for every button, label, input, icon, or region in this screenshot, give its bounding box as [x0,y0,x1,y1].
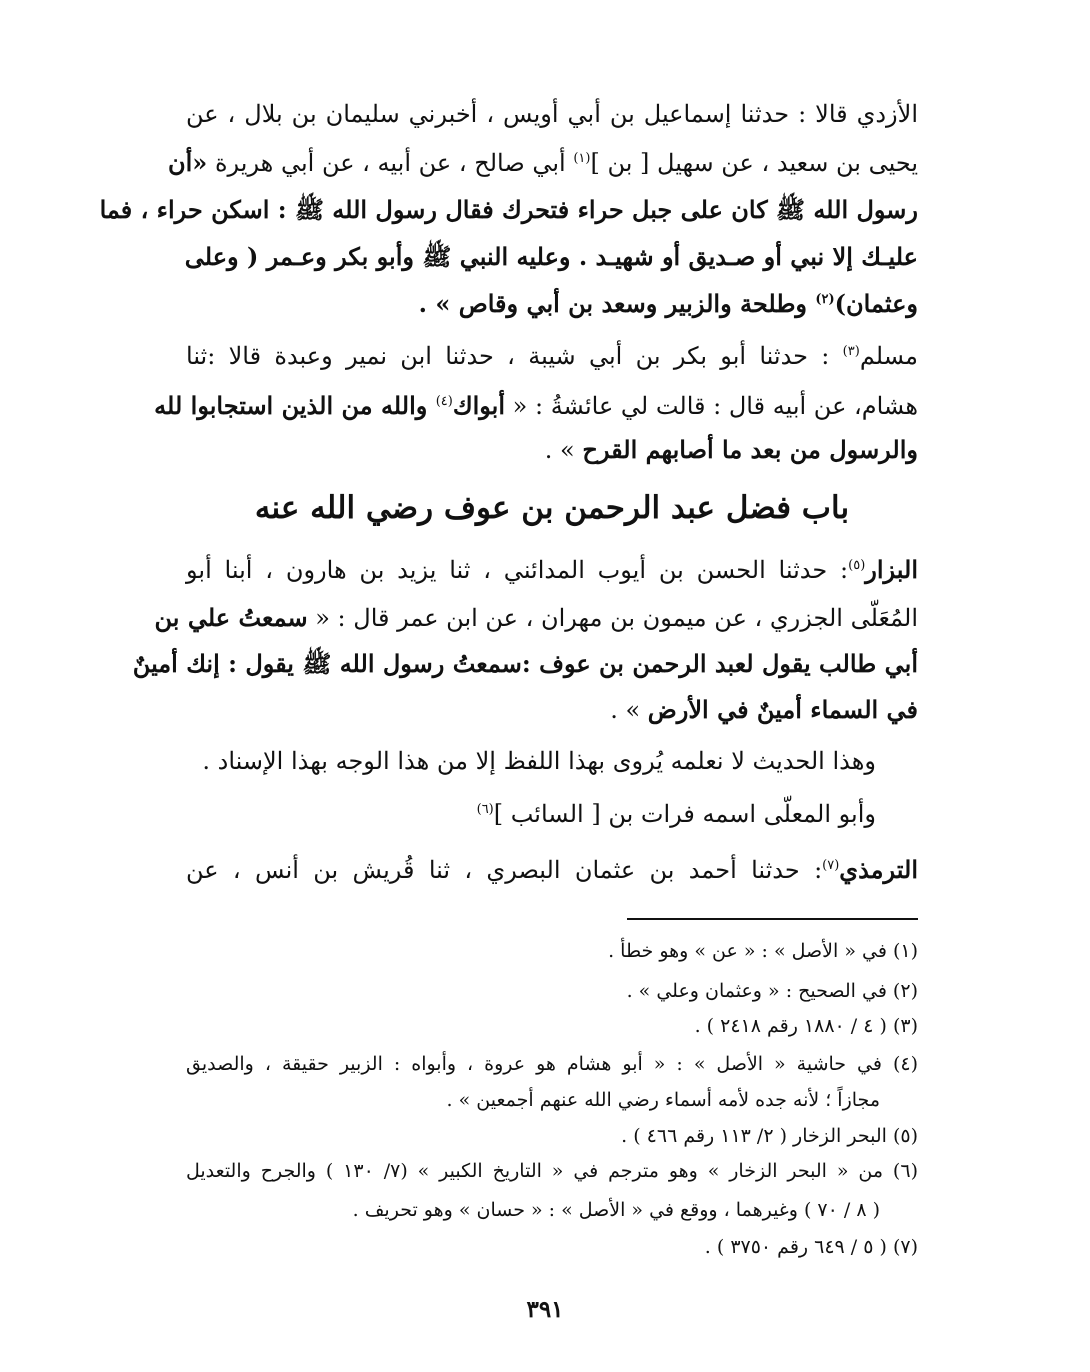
footnote: (٧) ( ٥ / ٦٤٩ رقم ٣٧٥٠ ) . [704,1236,918,1258]
footnote-continuation: ( ٨ / ٧٠ ) وغيرهما ، ووقع في « الأصل » : « حسان » وهو تحريف . [352,1199,880,1221]
section-heading: باب فضل عبد الرحمن بن عوف رضي الله عنه [254,490,850,526]
footnote-ref: (٧) [822,858,840,873]
footnote: (٤) في حاشية « الأصل » : « أبو هشام هو عروة ، وأبواه : الزبير حقيقة ، والصديق [186,1053,918,1075]
footnote: (٣) ( ٤ / ١٨٨٠ رقم ٢٤١٨ ) . [694,1015,918,1037]
text-line: في السماء أمينٌ في الأرض » . [610,695,918,724]
footnote-ref: (٢) [815,292,835,307]
text-line: رسول الله ﷺ كان على جبل حراء فتحرك فقال رسول الله ﷺ : اسكن حراء ، فما [99,195,918,224]
footnote: (١) في « الأصل » : « عن » وهو خطأ . [608,940,918,962]
footnote-ref: (٥) [848,558,866,573]
footnote-ref: (٣) [842,344,860,359]
footnote-ref: (١) [573,151,591,166]
footnote: (٥) البحر الزخار ( ٢/ ١١٣ رقم ٤٦٦ ) . [621,1125,918,1147]
footnote-ref: (٦) [476,802,494,817]
text-line: أبي طالب يقول لعبد الرحمن بن عوف :سمعتُ رسول الله ﷺ يقول : إنك أمينٌ [132,649,918,678]
text-line: وعثمان)$^{(٢)}$ وطلحة والزبير وسعد بن أبي وقاص » . [418,289,918,318]
footnote-continuation: مجازاً ؛ لأنه جده لأمه أسماء رضي الله عنهم أجمعين » . [446,1089,880,1111]
text-line: وأبو المعلّى اسمه فرات بن [ السائب ]$^{(٦)}$ [476,800,876,828]
text-line: وهذا الحديث لا نعلمه يُروى بهذا اللفظ إلا من هذا الوجه بهذا الإسناد . [202,747,876,775]
text-line: يحيى بن سعيد ، عن سهيل [ بن ]$^{(١)}$ أبي صالح ، عن أبيه ، عن أبي هريرة «أن [168,148,918,177]
text-line: مسلم$^{(٣)}$ : حدثنا أبو بكر بن أبي شيبة ، حدثنا ابن نمير وعبدة قالا :ثنا [186,342,918,370]
footnote-separator [627,918,918,920]
text-line: المُعَلّى الجزري ، عن ميمون بن مهران ، عن ابن عمر قال : « سمعتُ علي بن [154,603,918,632]
footnote: (٢) في الصحيح : « وعثمان وعلي » . [626,980,918,1002]
footnote-ref: (٤) [435,394,453,409]
text-line: هشام، عن أبيه قال : قالت لي عائشةُ : « أبواك$^{(٤)}$ والله من الذين استجابوا لله [154,391,918,420]
page-number: ٣٩١ [526,1296,564,1323]
text-line: البزار$^{(٥)}$: حدثنا الحسن بن أيوب المدائني ، ثنا يزيد بن هارون ، أبنا أبو [186,555,918,584]
footnote: (٦) من « البحر الزخار » وهو مترجم في « التاريخ الكبير » (٧/ ١٣٠ ) والجرح والتعديل [186,1160,918,1182]
text-line: عليـك إلا نبي أو صـديق أو شهيـد . وعليه النبي ﷺ وأبو بكر وعـمر ( وعلى [184,242,918,271]
text-line: الترمذي$^{(٧)}$: حدثنا أحمد بن عثمان البصري ، ثنا قُريش بن أنس ، عن [186,855,918,884]
text-line: الأزدي قالا : حدثنا إسماعيل بن أبي أويس ، أخبرني سليمان بن بلال ، عن [186,100,918,128]
text-line: والرسول من بعد ما أصابهم القرح » . [544,435,918,464]
